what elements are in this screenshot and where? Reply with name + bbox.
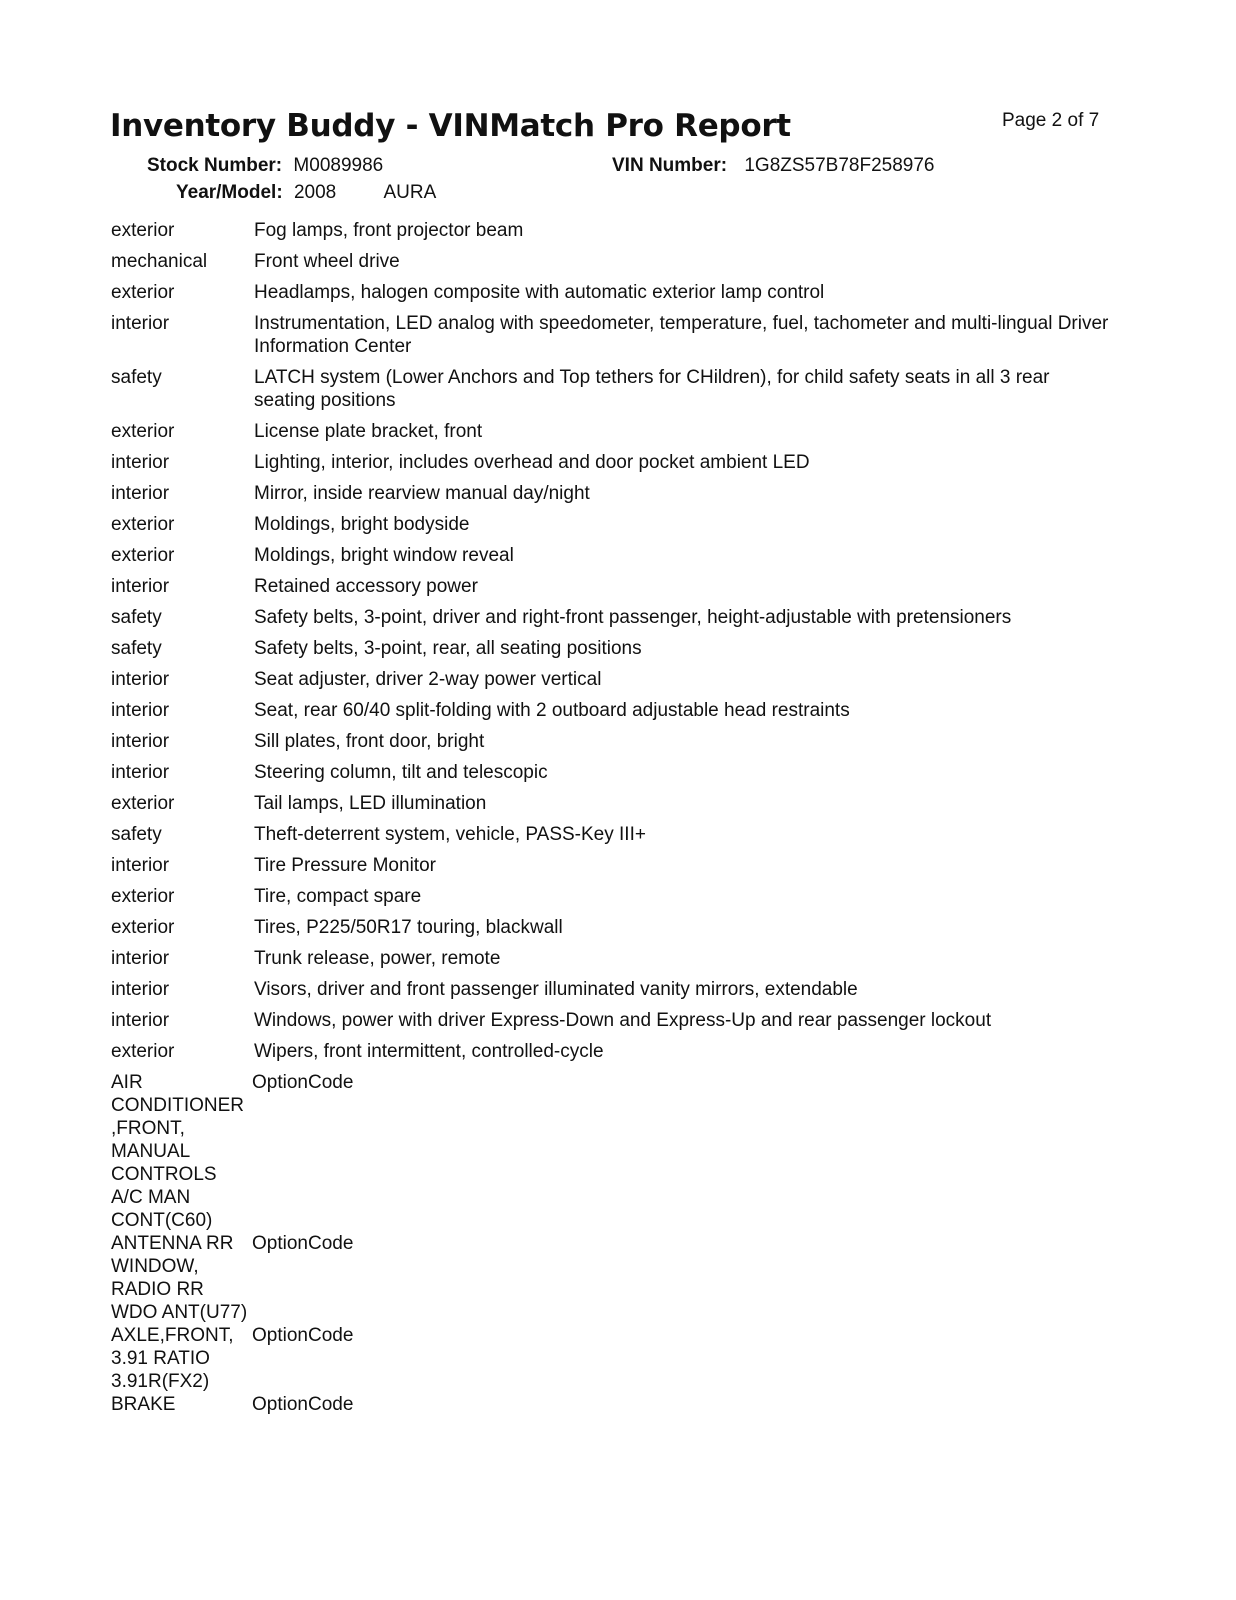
feature-category: interior [111, 700, 170, 721]
feature-description: Theft-deterrent system, vehicle, PASS-Key III+ [254, 824, 646, 845]
option-name: AIR CONDITIONER ,FRONT, MANUAL CONTROLS A/C MAN CONT(C60) [111, 1072, 244, 1231]
feature-row [111, 761, 1111, 784]
feature-description: Instrumentation, LED analog with speedometer, temperature, fuel, tachometer and multi-lingual Driver Information Center [254, 313, 1109, 357]
feature-category: interior [111, 762, 170, 783]
feature-row [111, 668, 1111, 691]
stock-number-label: Stock Number: [147, 155, 283, 176]
feature-description: Mirror, inside rearview manual day/night [254, 483, 590, 504]
feature-row [111, 792, 1111, 815]
feature-category: interior [111, 669, 170, 690]
report-title: Inventory Buddy - VINMatch Pro Report [110, 108, 791, 144]
feature-row [111, 730, 1111, 753]
feature-category: interior [111, 1010, 170, 1031]
feature-category: exterior [111, 917, 175, 938]
feature-description: Sill plates, front door, bright [254, 731, 485, 752]
feature-row [111, 1040, 1111, 1063]
feature-row [111, 451, 1111, 474]
feature-category: safety [111, 638, 162, 659]
option-type: OptionCode [252, 1233, 354, 1254]
vin-number-row [612, 155, 935, 177]
feature-row [111, 699, 1111, 722]
feature-description: Tire, compact spare [254, 886, 422, 907]
stock-number-row [147, 155, 383, 177]
option-row [111, 1324, 1111, 1393]
feature-category: exterior [111, 421, 175, 442]
vin-number-label: VIN Number: [612, 155, 728, 176]
feature-description: Visors, driver and front passenger illuminated vanity mirrors, extendable [254, 979, 858, 1000]
feature-row [111, 312, 1111, 358]
feature-description: Moldings, bright window reveal [254, 545, 514, 566]
feature-row [111, 575, 1111, 598]
option-type: OptionCode [252, 1394, 354, 1415]
feature-description: License plate bracket, front [254, 421, 483, 442]
feature-description: Tires, P225/50R17 touring, blackwall [254, 917, 563, 938]
model-value: AURA [383, 182, 437, 203]
feature-row [111, 606, 1111, 629]
feature-list [111, 219, 1111, 1416]
feature-description: Seat adjuster, driver 2-way power vertical [254, 669, 602, 690]
feature-row [111, 885, 1111, 908]
feature-description: Moldings, bright bodyside [254, 514, 470, 535]
feature-description: Safety belts, 3-point, rear, all seating positions [254, 638, 642, 659]
feature-row [111, 513, 1111, 536]
feature-row [111, 854, 1111, 877]
feature-row [111, 978, 1111, 1001]
feature-category: safety [111, 824, 162, 845]
feature-category: exterior [111, 793, 175, 814]
feature-category: safety [111, 367, 162, 388]
option-type: OptionCode [252, 1072, 354, 1093]
feature-description: Fog lamps, front projector beam [254, 220, 524, 241]
option-name: ANTENNA RR WINDOW, RADIO RR WDO ANT(U77) [111, 1233, 248, 1323]
option-row [111, 1071, 1111, 1232]
feature-category: interior [111, 979, 170, 1000]
year-model-label: Year/Model: [176, 182, 283, 203]
feature-row [111, 1009, 1111, 1032]
feature-row [111, 916, 1111, 939]
feature-description: LATCH system (Lower Anchors and Top tethers for CHildren), for child safety seats in all 3 rear seating positions [254, 367, 1050, 411]
feature-row [111, 366, 1111, 412]
feature-row [111, 544, 1111, 567]
feature-description: Windows, power with driver Express-Down and Express-Up and rear passenger lockout [254, 1010, 992, 1031]
feature-description: Wipers, front intermittent, controlled-cycle [254, 1041, 604, 1062]
feature-description: Retained accessory power [254, 576, 478, 597]
feature-row [111, 281, 1111, 304]
feature-description: Trunk release, power, remote [254, 948, 501, 969]
feature-category: interior [111, 855, 170, 876]
option-row [111, 1232, 1111, 1324]
option-type: OptionCode [252, 1325, 354, 1346]
option-row [111, 1393, 1111, 1416]
feature-row [111, 420, 1111, 443]
feature-category: interior [111, 483, 170, 504]
feature-category: exterior [111, 220, 175, 241]
feature-row [111, 482, 1111, 505]
feature-category: safety [111, 607, 162, 628]
feature-category: exterior [111, 886, 175, 907]
feature-row [111, 219, 1111, 242]
feature-description: Tail lamps, LED illumination [254, 793, 487, 814]
feature-row [111, 823, 1111, 846]
feature-category: interior [111, 948, 170, 969]
feature-row [111, 637, 1111, 660]
feature-description: Lighting, interior, includes overhead and door pocket ambient LED [254, 452, 810, 473]
feature-description: Front wheel drive [254, 251, 400, 272]
feature-category: interior [111, 576, 170, 597]
feature-category: exterior [111, 545, 175, 566]
feature-description: Headlamps, halogen composite with automatic exterior lamp control [254, 282, 825, 303]
feature-category: interior [111, 313, 170, 334]
feature-category: exterior [111, 1041, 175, 1062]
option-name: BRAKE [111, 1394, 176, 1415]
feature-description: Steering column, tilt and telescopic [254, 762, 548, 783]
feature-row [111, 947, 1111, 970]
year-model-row [176, 182, 436, 204]
feature-category: exterior [111, 514, 175, 535]
feature-row [111, 250, 1111, 273]
feature-description: Safety belts, 3-point, driver and right-front passenger, height-adjustable with pretensioners [254, 607, 1012, 628]
year-value: 2008 [293, 182, 337, 203]
feature-category: interior [111, 731, 170, 752]
stock-number-value: M0089986 [293, 155, 384, 176]
page-number: Page 2 of 7 [1002, 110, 1100, 131]
feature-category: exterior [111, 282, 175, 303]
feature-category: interior [111, 452, 170, 473]
vin-number-value: 1G8ZS57B78F258976 [744, 155, 935, 176]
option-name: AXLE,FRONT, 3.91 RATIO 3.91R(FX2) [111, 1325, 234, 1392]
feature-description: Seat, rear 60/40 split-folding with 2 outboard adjustable head restraints [254, 700, 850, 721]
feature-description: Tire Pressure Monitor [254, 855, 436, 876]
feature-category: mechanical [111, 251, 208, 272]
